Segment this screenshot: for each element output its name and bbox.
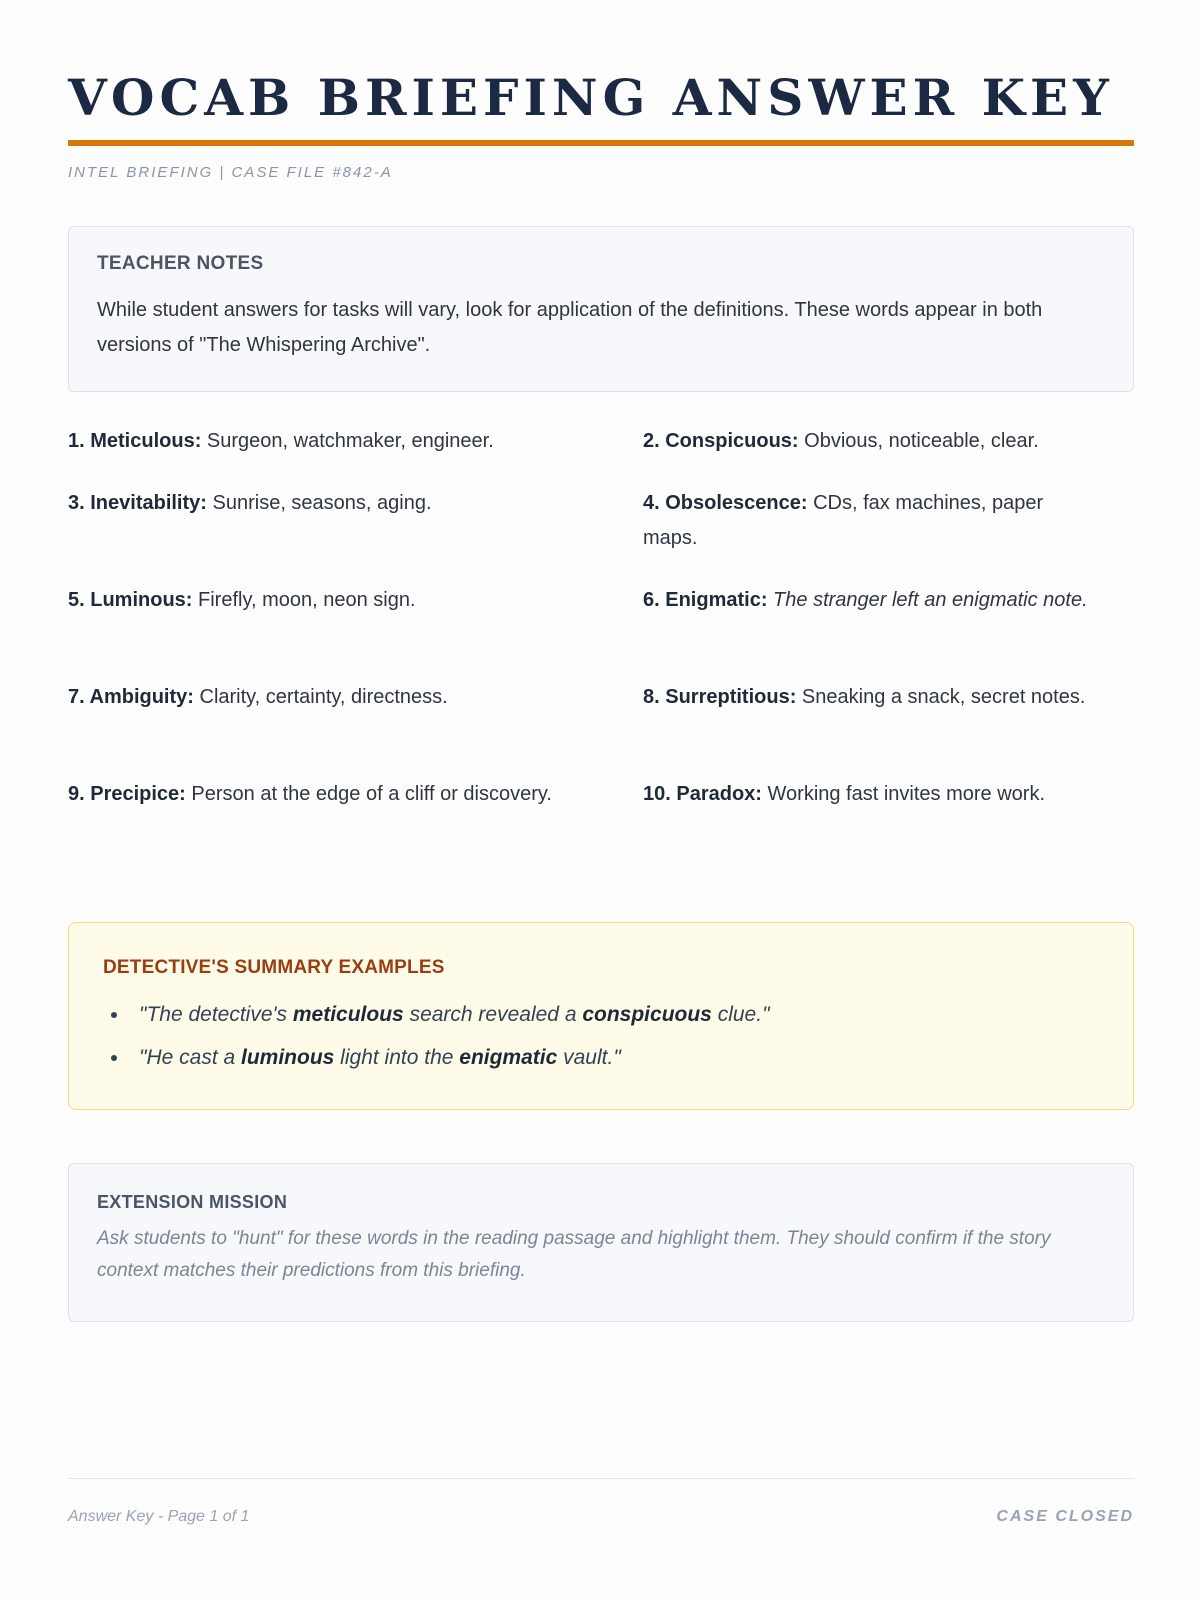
- vocab-term: 10. Paradox:: [643, 783, 762, 805]
- vocab-term: 1. Meticulous:: [68, 430, 202, 452]
- vocab-answer: The stranger left an enigmatic note.: [773, 589, 1088, 611]
- vocab-answer: Obvious, noticeable, clear.: [804, 430, 1039, 452]
- vocab-answer: Sunrise, seasons, aging.: [212, 492, 432, 514]
- answer-key-page: [68, 0, 1134, 1600]
- vocab-answer: Firefly, moon, neon sign.: [198, 589, 416, 611]
- vocab-term: 7. Ambiguity:: [68, 686, 194, 708]
- vocab-answer: Working fast invites more work.: [767, 783, 1046, 805]
- vocab-term: 9. Precipice:: [68, 783, 186, 805]
- vocab-term: 2. Conspicuous:: [643, 430, 799, 452]
- teacher-notes-heading: TEACHER NOTES: [97, 253, 264, 274]
- teacher-notes-box: [68, 226, 1134, 392]
- page-number: Answer Key - Page 1 of 1: [68, 1508, 250, 1525]
- vocab-item: [643, 680, 1103, 715]
- vocab-item: [643, 583, 1113, 618]
- vocab-term: 4. Obsolescence:: [643, 492, 808, 514]
- extension-heading: EXTENSION MISSION: [97, 1192, 288, 1212]
- vocab-item: [643, 777, 1134, 812]
- vocab-term: 5. Luminous:: [68, 589, 193, 611]
- vocab-item: [68, 583, 588, 618]
- vocab-item: [68, 777, 553, 812]
- vocab-answer: CDs, fax machines, paper maps.: [643, 492, 1044, 549]
- extension-mission-box: [68, 1163, 1134, 1322]
- list-item: "He cast a luminous light into the enigmatic vault.": [103, 1036, 1099, 1079]
- vocab-term: 3. Inevitability:: [68, 492, 207, 514]
- vocab-answer: Clarity, certainty, directness.: [199, 686, 448, 708]
- vocab-item: [68, 680, 588, 715]
- list-item: "The detective's meticulous search revealed a conspicuous clue.": [103, 993, 1099, 1036]
- extension-body: Ask students to "hunt" for these words in the reading passage and highlight them. They should confirm if the story context matches their predictions from this briefing.: [97, 1228, 1051, 1281]
- page-title: VOCAB BRIEFING ANSWER KEY: [68, 68, 1114, 127]
- summary-heading: DETECTIVE'S SUMMARY EXAMPLES: [103, 957, 445, 978]
- summary-list: [103, 993, 1099, 1079]
- vocab-answer: Sneaking a snack, secret notes.: [801, 686, 1086, 708]
- summary-examples-box: [68, 922, 1134, 1110]
- vocab-item: [68, 486, 588, 521]
- vocab-item: [68, 424, 588, 459]
- vocab-answer: Surgeon, watchmaker, engineer.: [206, 430, 494, 452]
- vocab-term: 6. Enigmatic:: [643, 589, 768, 611]
- case-file-subtitle: INTEL BRIEFING | CASE FILE #842-A: [68, 164, 393, 181]
- case-status: CASE CLOSED: [996, 1508, 1134, 1525]
- vocab-item: [643, 424, 1134, 459]
- vocab-term: 8. Surreptitious:: [643, 686, 797, 708]
- vocab-item: [643, 486, 1103, 556]
- vocab-answer: Person at the edge of a cliff or discovery.: [191, 783, 552, 805]
- footer-divider: [68, 1478, 1134, 1479]
- title-divider: [68, 140, 1134, 146]
- teacher-notes-body: While student answers for tasks will vary, look for application of the definitions. These words appear in both versions of "The Whispering Archive".: [97, 299, 1043, 356]
